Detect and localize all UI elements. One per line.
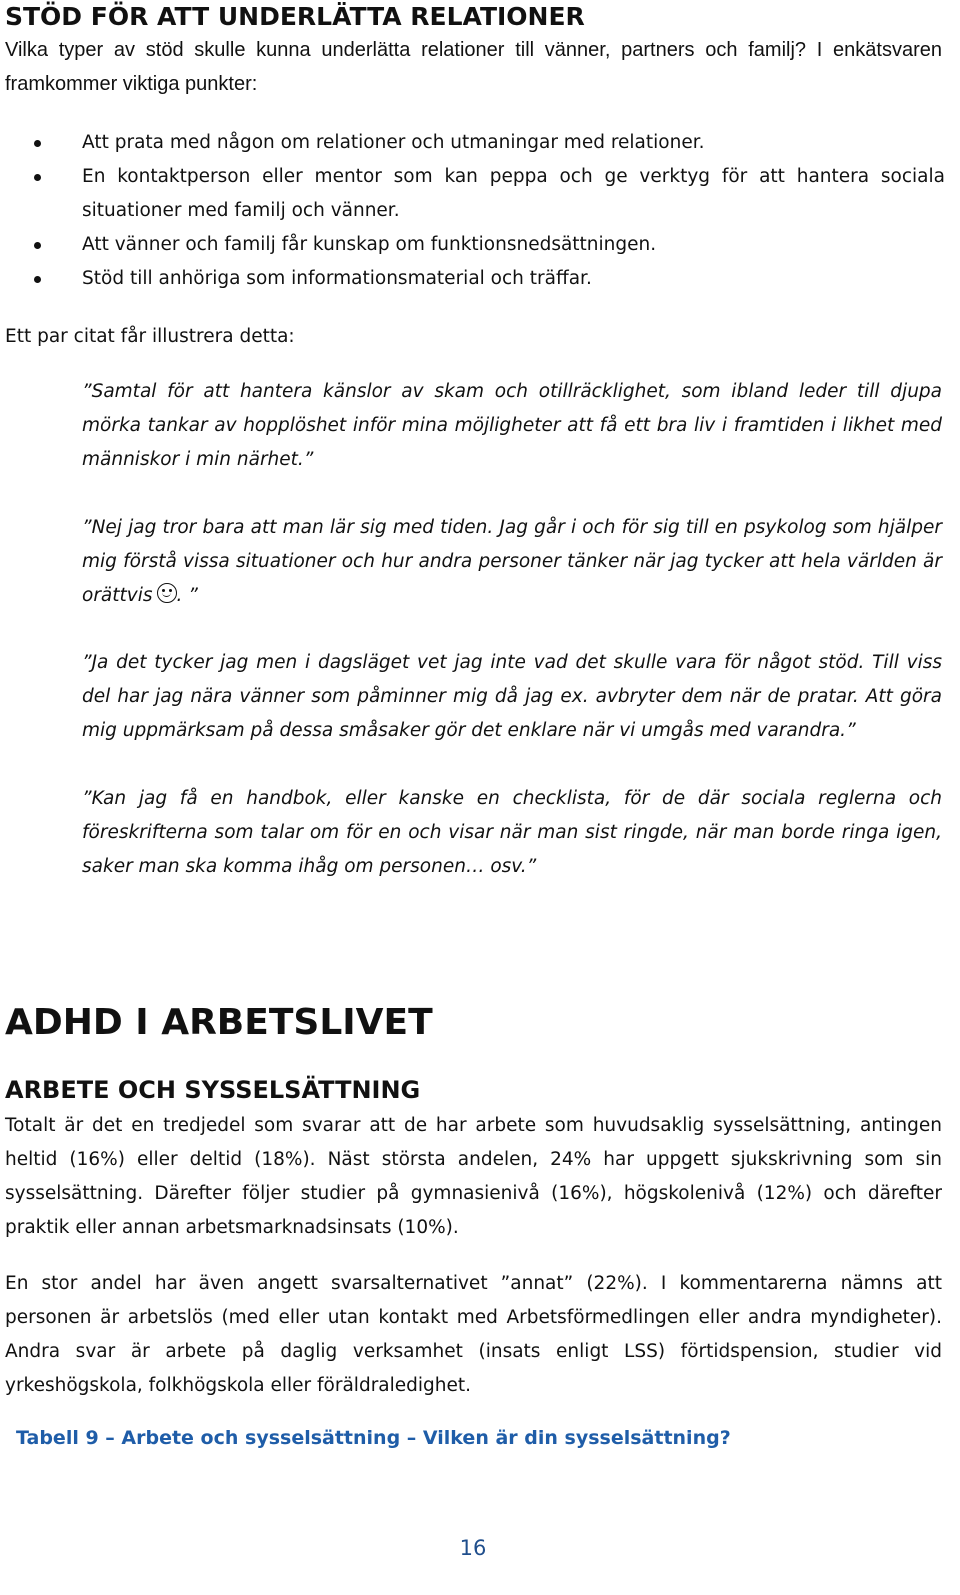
list-item: Stöd till anhöriga som informationsmaterial och träffar. <box>5 262 945 296</box>
quote-block <box>82 511 942 613</box>
quote-block: ”Kan jag få en handbok, eller kanske en checklista, för de där sociala reglerna och föreskrifterna som talar om för en och visar när man sist ringde, när man borde ringa igen, saker man ska komma ihåg om personen… osv.” <box>82 788 942 877</box>
quotes-intro: Ett par citat får illustrera detta: <box>5 326 295 347</box>
support-list <box>5 126 945 296</box>
quote-block: ”Samtal för att hantera känslor av skam och otillräcklighet, som ibland leder till djupa mörka tankar av hopplöshet inför mina möjligheter att få ett bra liv i framtiden i likhet med människor i min närhet.” <box>82 381 942 470</box>
quote-block: ”Ja det tycker jag men i dagsläget vet jag inte vad det skulle vara för något stöd. Till viss del har jag nära vänner som påminner mig då jag ex. avbryter dem när de pratar. Att göra mig uppmärksam på dessa småsaker gör det enklare när vi umgås med varandra.” <box>82 652 942 741</box>
list-item: En kontaktperson eller mentor som kan peppa och ge verktyg för att hantera sociala situationer med familj och vänner. <box>5 160 945 228</box>
other-answers-paragraph: En stor andel har även angett svarsalternativet ”annat” (22%). I kommentarerna nämns att personen är arbetslös (med eller utan kontakt med Arbetsförmedlingen eller andra myndigheter). Andra svar är arbete på daglig verksamhet (insats enligt LSS) förtidspension, studier vid yrkeshögskola, folkhögskola eller föräldraledighet. <box>5 1273 942 1396</box>
table-caption: Tabell 9 – Arbete och sysselsättning – Vilken är din sysselsättning? <box>16 1427 731 1449</box>
list-item: Att prata med någon om relationer och utmaningar med relationer. <box>5 126 945 160</box>
smiley-icon <box>157 583 177 603</box>
employment-paragraph: Totalt är det en tredjedel som svarar att de har arbete som huvudsaklig sysselsättning, antingen heltid (16%) eller deltid (18%). Näst största andelen, 24% har uppgett sjukskrivning som sin sysselsättning. Därefter följer studier på gymnasienivå (16%), högskolenivå (12%) och därefter praktik eller annan arbetsmarknadsinsats (10%). <box>5 1115 942 1238</box>
section-heading-relations: STÖD FÖR ATT UNDERLÄTTA RELATIONER <box>5 2 585 31</box>
subsection-heading: ARBETE OCH SYSSELSÄTTNING <box>5 1076 421 1104</box>
list-item: Att vänner och familj får kunskap om funktionsnedsättningen. <box>5 228 945 262</box>
quote-text: ”Nej jag tror bara att man lär sig med tiden. Jag går i och för sig till en psykolog som hjälper mig förstå vissa situationer och hur andra personer tänker när jag tycker att hela världen är orättvis <box>82 517 942 606</box>
quote-end: . ” <box>176 585 198 606</box>
intro-paragraph: Vilka typer av stöd skulle kunna underlätta relationer till vänner, partners och familj? I enkätsvaren framkommer viktiga punkter: <box>5 39 942 95</box>
chapter-heading: ADHD I ARBETSLIVET <box>5 1002 433 1043</box>
page-number: 16 <box>459 1536 487 1560</box>
